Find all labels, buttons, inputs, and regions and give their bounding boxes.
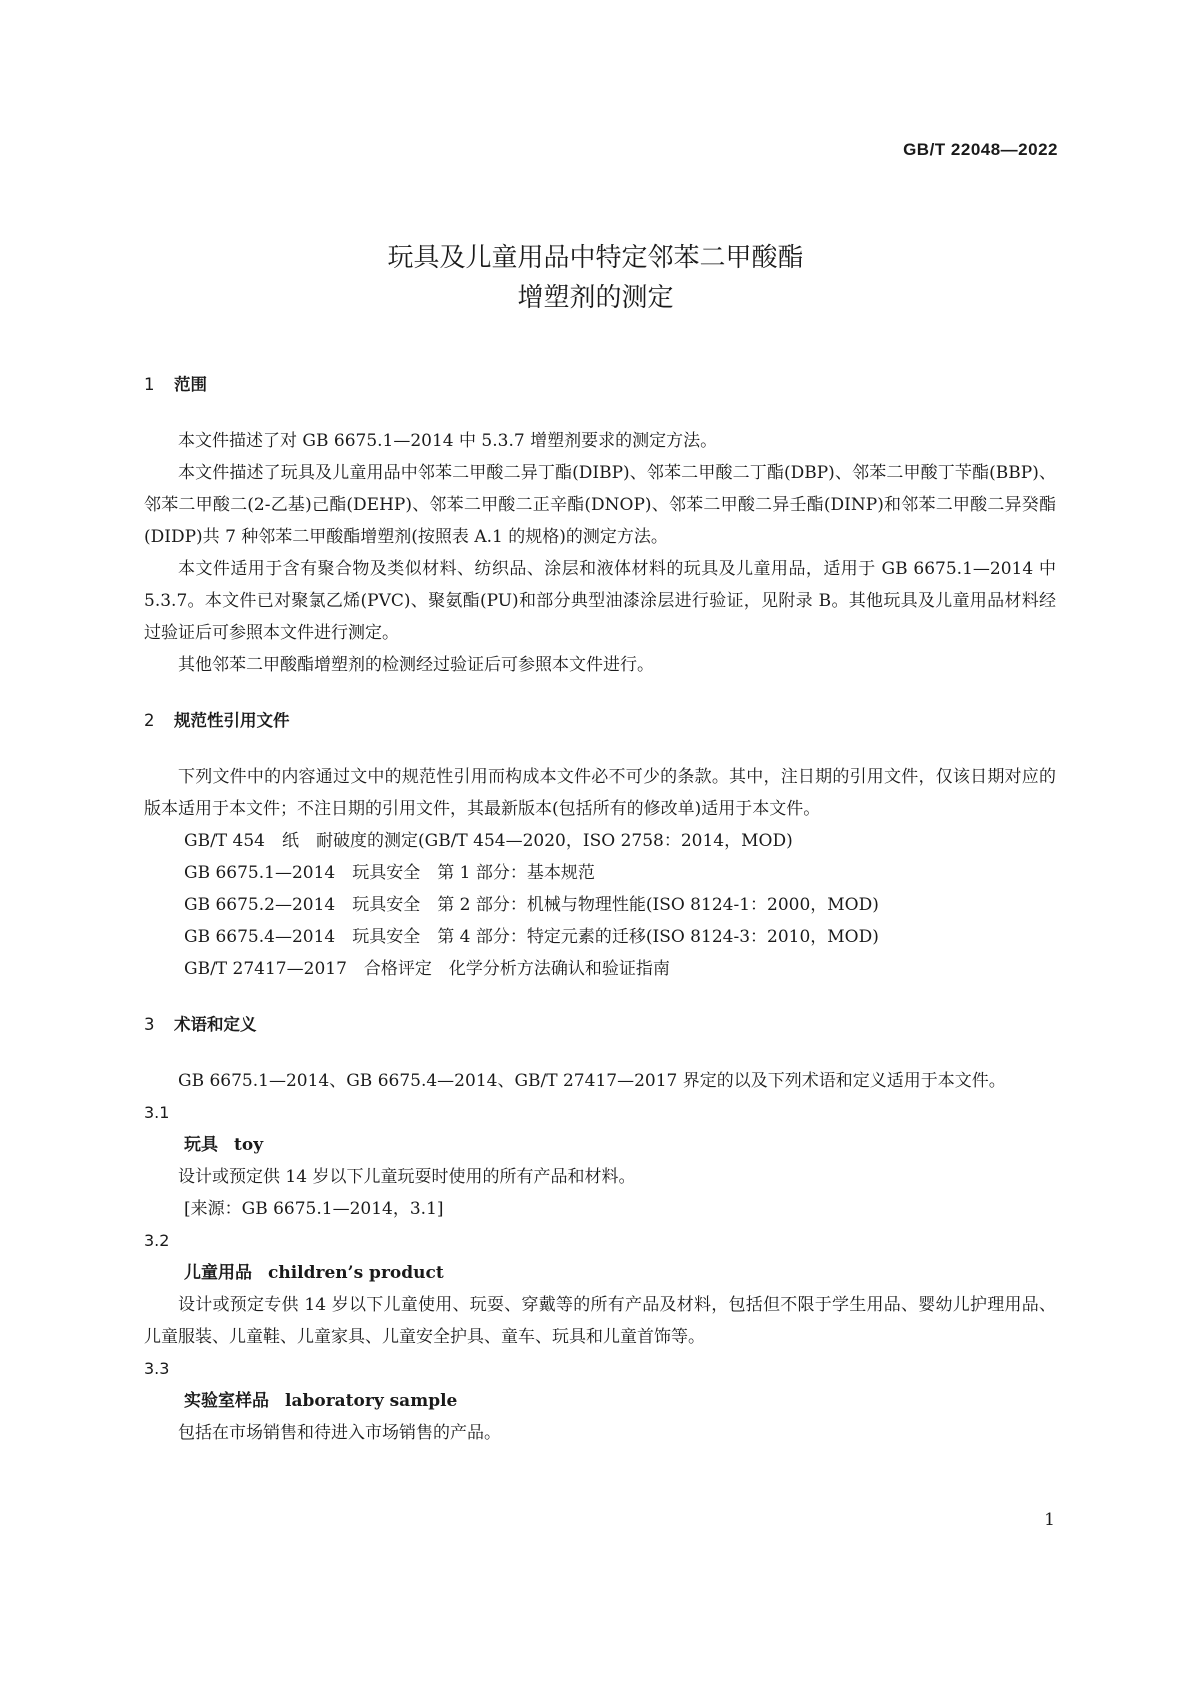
reference-item: GB/T 27417—2017 合格评定 化学分析方法确认和验证指南	[184, 959, 670, 979]
terms-intro: GB 6675.1—2014、GB 6675.4—2014、GB/T 27417—2017 界定的以及下列术语和定义适用于本文件。	[178, 1071, 1006, 1091]
term-name	[144, 1385, 1056, 1417]
term-name-en: toy	[234, 1135, 264, 1155]
term-name-zh: 实验室样品	[184, 1391, 269, 1411]
term-source: [来源：GB 6675.1—2014，3.1]	[184, 1199, 444, 1219]
section-3-heading	[144, 1009, 1056, 1041]
term-number: 3.2	[144, 1231, 170, 1250]
term-definition: 设计或预定供 14 岁以下儿童玩耍时使用的所有产品和材料。	[178, 1167, 636, 1187]
section-title: 规范性引用文件	[174, 711, 290, 730]
section-number: 1	[144, 375, 155, 394]
section-1-heading	[144, 369, 1056, 401]
term-name-zh: 儿童用品	[184, 1263, 252, 1283]
term-name	[144, 1257, 1056, 1289]
scope-paragraph: 本文件适用于含有聚合物及类似材料、纺织品、涂层和液体材料的玩具及儿童用品，适用于 GB 6675.1—2014 中 5.3.7。本文件已对聚氯乙烯(PVC)、聚氨酯(PU)和部分典型油漆涂层进行验证，见附录 B。其他玩具及儿童用品材料经过验证后可参照本文件进行测定。	[144, 559, 1056, 643]
page-number: 1	[1044, 1510, 1055, 1530]
term-name	[144, 1129, 1056, 1161]
references-intro: 下列文件中的内容通过文中的规范性引用而构成本文件必不可少的条款。其中，注日期的引用文件，仅该日期对应的版本适用于本文件；不注日期的引用文件，其最新版本(包括所有的修改单)适用于本文件。	[144, 767, 1056, 819]
title-line-2: 增塑剂的测定	[517, 283, 674, 313]
document-title	[0, 238, 1191, 318]
document-body	[144, 369, 1056, 1449]
reference-item: GB/T 454 纸 耐破度的测定(GB/T 454—2020，ISO 2758：2014，MOD)	[184, 831, 793, 851]
scope-paragraph: 本文件描述了对 GB 6675.1—2014 中 5.3.7 增塑剂要求的测定方法。	[178, 431, 718, 451]
section-title: 范围	[174, 375, 207, 394]
term-number: 3.1	[144, 1103, 170, 1122]
section-2-heading	[144, 705, 1056, 737]
term-name-en: laboratory sample	[285, 1391, 458, 1411]
reference-item: GB 6675.2—2014 玩具安全 第 2 部分：机械与物理性能(ISO 8124-1：2000，MOD)	[184, 895, 879, 915]
scope-paragraph: 其他邻苯二甲酸酯增塑剂的检测经过验证后可参照本文件进行。	[178, 655, 654, 675]
reference-item: GB 6675.4—2014 玩具安全 第 4 部分：特定元素的迁移(ISO 8124-3：2010，MOD)	[184, 927, 879, 947]
term-name-en: children’s product	[268, 1263, 444, 1283]
scope-paragraph: 本文件描述了玩具及儿童用品中邻苯二甲酸二异丁酯(DIBP)、邻苯二甲酸二丁酯(DBP)、邻苯二甲酸丁苄酯(BBP)、邻苯二甲酸二(2-乙基)己酯(DEHP)、邻苯二甲酸二正辛酯(DNOP)、邻苯二甲酸二异壬酯(DINP)和邻苯二甲酸二异癸酯(DIDP)共 7 种邻苯二甲酸酯增塑剂(按照表 A.1 的规格)的测定方法。	[144, 463, 1056, 547]
standard-code: GB/T 22048—2022	[903, 140, 1058, 159]
term-definition: 设计或预定专供 14 岁以下儿童使用、玩耍、穿戴等的所有产品及材料，包括但不限于学生用品、婴幼儿护理用品、儿童服装、儿童鞋、儿童家具、儿童安全护具、童车、玩具和儿童首饰等。	[144, 1295, 1056, 1347]
title-line-1: 玩具及儿童用品中特定邻苯二甲酸酯	[387, 243, 804, 273]
section-title: 术语和定义	[174, 1015, 257, 1034]
reference-item: GB 6675.1—2014 玩具安全 第 1 部分：基本规范	[184, 863, 595, 883]
term-name-zh: 玩具	[184, 1135, 218, 1155]
section-number: 2	[144, 711, 155, 730]
section-number: 3	[144, 1015, 155, 1034]
term-number: 3.3	[144, 1359, 170, 1378]
term-definition: 包括在市场销售和待进入市场销售的产品。	[178, 1423, 501, 1443]
